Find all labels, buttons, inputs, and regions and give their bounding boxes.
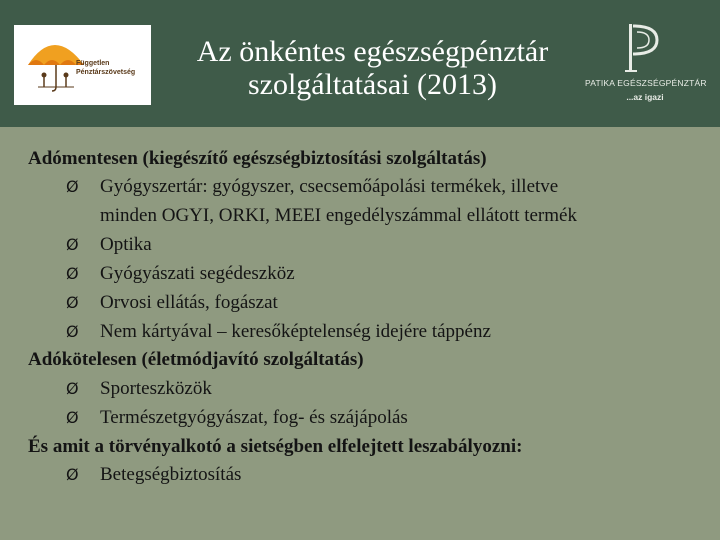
arrow-bullet-icon: Ø	[66, 379, 79, 398]
section-heading-unregulated: És amit a törvényalkotó a sietségben elfelejtett leszabályozni:	[28, 436, 523, 457]
left-logo-text-2: Pénztárszövetség	[76, 69, 136, 76]
title-line-1: Az önkéntes egészségpénztár	[196, 35, 549, 68]
section-heading-taxable: Adókötelesen (életmódjavító szolgáltatás)	[28, 349, 364, 370]
section-heading-tax-free: Adómentesen (kiegészítő egészségbiztosítási szolgáltatás)	[28, 148, 487, 169]
arrow-bullet-icon: Ø	[66, 264, 79, 283]
arrow-bullet-icon: Ø	[66, 235, 79, 254]
header-bar	[0, 0, 720, 127]
arrow-bullet-icon: Ø	[66, 408, 79, 427]
arrow-bullet-icon: Ø	[66, 177, 79, 196]
arrow-bullet-icon: Ø	[66, 465, 79, 484]
arrow-bullet-icon: Ø	[66, 322, 79, 341]
right-logo-name: PATIKA EGÉSZSÉGPÉNZTÁR	[585, 78, 707, 88]
page-title	[160, 35, 585, 101]
arrow-bullet-icon: Ø	[66, 293, 79, 312]
title-line-2: szolgáltatásai (2013)	[247, 68, 498, 101]
list-item-continuation: minden OGYI, ORKI, MEEI engedélyszámmal ellátott termék	[100, 205, 577, 226]
left-logo-text-1: Független	[76, 60, 110, 67]
patika-egeszsegpenztar-logo	[585, 20, 705, 110]
right-logo-tagline: ...az igazi	[626, 92, 664, 102]
patika-monogram-icon	[585, 20, 705, 76]
fuggetlen-penztarszovetseg-logo	[14, 25, 151, 105]
